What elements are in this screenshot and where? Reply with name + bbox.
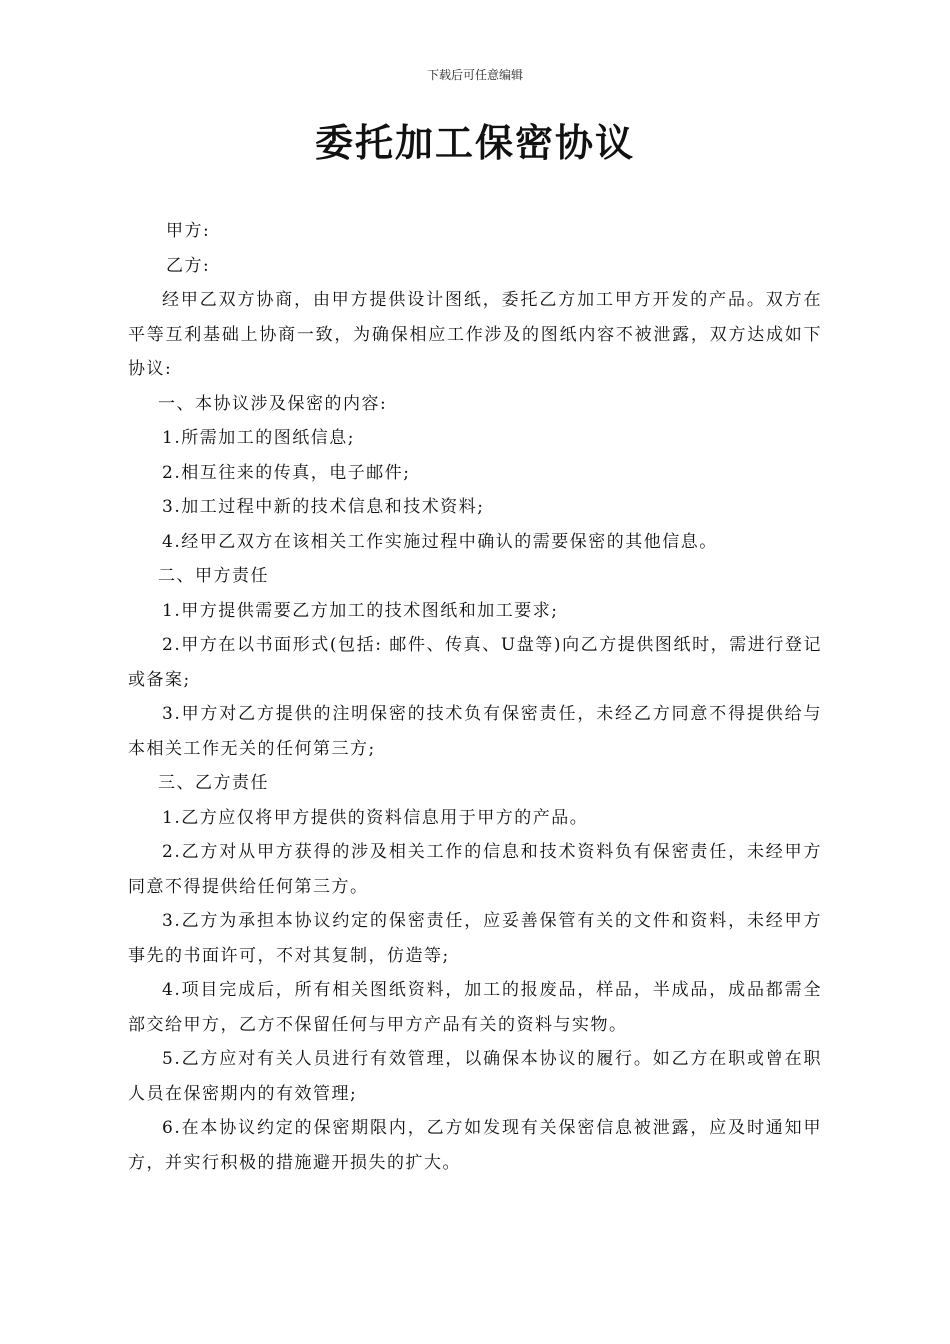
- section-2: [128, 559, 822, 766]
- clause-item: 6.在本协议约定的保密期限内，乙方如发现有关保密信息被泄露，应及时通知甲方，并实行积极的措施避开损失的扩大。: [128, 1118, 822, 1173]
- clause-item: 4.项目完成后，所有相关图纸资料，加工的报废品，样品，半成品，成品都需全部交给甲方，乙方不保留任何与甲方产品有关的资料与实物。: [128, 980, 822, 1035]
- clause-item: 1.所需加工的图纸信息;: [162, 428, 355, 448]
- header-note: 下载后可任意编辑: [426, 68, 523, 82]
- document-body: [128, 214, 822, 1180]
- clause-item: 1.甲方提供需要乙方加工的技术图纸和加工要求;: [162, 600, 559, 621]
- section-heading: 一、本协议涉及保密的内容:: [158, 393, 388, 414]
- clause-item: 5.乙方应对有关人员进行有效管理，以确保本协议的履行。如乙方在职或曾在职人员在保密期内的有效管理;: [128, 1049, 822, 1104]
- section-heading: 二、甲方责任: [158, 566, 269, 586]
- clause-item: 3.加工过程中新的技术信息和技术资料;: [162, 497, 485, 517]
- party-b-line: 乙方:: [166, 255, 211, 276]
- section-1: [128, 387, 822, 560]
- clause-item: 2.相互往来的传真，电子邮件;: [162, 462, 411, 483]
- clause-item: 2.甲方在以书面形式(包括: 邮件、传真、U盘等)向乙方提供图纸时，需进行登记或备案;: [128, 635, 822, 690]
- clause-item: 1.乙方应仅将甲方提供的资料信息用于甲方的产品。: [162, 807, 589, 828]
- clause-item: 4.经甲乙双方在该相关工作实施过程中确认的需要保密的其他信息。: [162, 531, 718, 552]
- clause-item: 3.甲方对乙方提供的注明保密的技术负有保密责任，未经乙方同意不得提供给与本相关工作无关的任何第三方;: [128, 704, 822, 759]
- section-heading: 三、乙方责任: [158, 773, 269, 793]
- clause-item: 2.乙方对从甲方获得的涉及相关工作的信息和技术资料负有保密责任，未经甲方同意不得提供给任何第三方。: [128, 842, 822, 897]
- intro-paragraph: 经甲乙双方协商，由甲方提供设计图纸，委托乙方加工甲方开发的产品。双方在平等互利基础上协商一致，为确保相应工作涉及的图纸内容不被泄露，双方达成如下协议:: [128, 290, 822, 379]
- party-a-line: 甲方:: [166, 221, 211, 241]
- document-title: 委托加工保密协议: [314, 120, 635, 165]
- section-3: [128, 766, 822, 1180]
- clause-item: 3.乙方为承担本协议约定的保密责任，应妥善保管有关的文件和资料，未经甲方事先的书面许可，不对其复制，仿造等;: [128, 911, 822, 966]
